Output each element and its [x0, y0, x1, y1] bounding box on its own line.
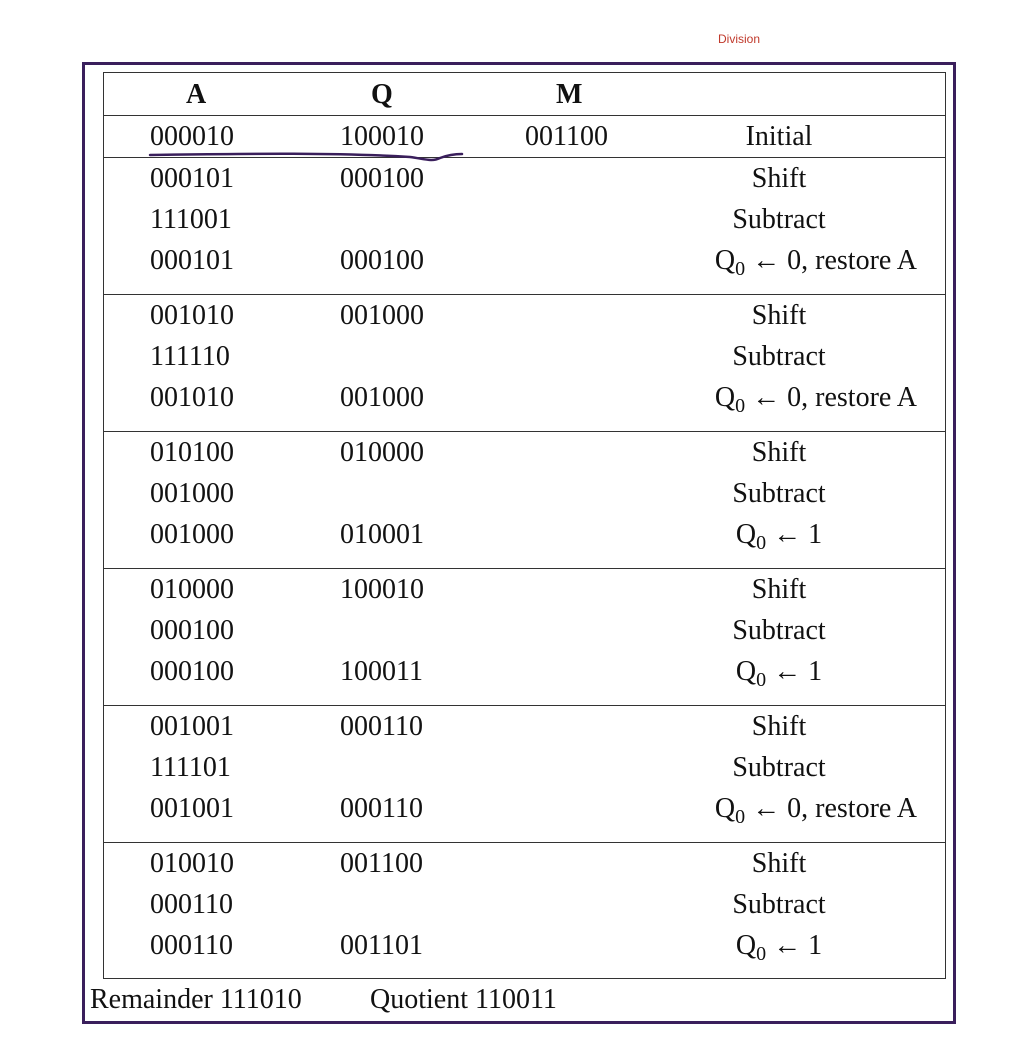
q-symbol: Q: [735, 519, 757, 550]
q-subscript: 0: [735, 258, 746, 280]
initial-a: 000010: [150, 121, 234, 152]
cell-description: Shift: [751, 848, 807, 879]
cell-a: 111001: [150, 204, 232, 235]
cell-a: 001000: [150, 519, 234, 550]
cell-description: Shift: [751, 711, 807, 742]
cell-q: 010001: [340, 519, 424, 550]
cell-a: 001001: [150, 711, 234, 742]
cell-a: 001010: [150, 382, 234, 413]
cell-a: 000100: [150, 656, 234, 687]
cell-description: Subtract: [732, 478, 826, 509]
cell-q: 100010: [340, 574, 424, 605]
q-symbol: Q: [735, 930, 757, 961]
cell-q: 001000: [340, 382, 424, 413]
cell-description: Shift: [751, 437, 807, 468]
header-q: Q: [371, 79, 393, 110]
cell-q: 001000: [340, 300, 424, 331]
cell-q: 000100: [340, 245, 424, 276]
cell-a: 010010: [150, 848, 234, 879]
q-subscript: 0: [756, 669, 767, 691]
cell-a: 001010: [150, 300, 234, 331]
cell-a: 010000: [150, 574, 234, 605]
cell-a: 001001: [150, 793, 234, 824]
action-text: ← 0, restore A: [745, 245, 917, 276]
q-subscript: 0: [735, 806, 746, 828]
action-text: ← 1: [766, 930, 823, 961]
page-label: Division: [718, 32, 761, 46]
header-a: A: [186, 79, 207, 110]
cell-q: 000110: [340, 711, 423, 742]
cell-description: Shift: [751, 574, 807, 605]
action-text: ← 1: [766, 656, 823, 687]
action-text: ← 0, restore A: [745, 382, 917, 413]
initial-q: 100010: [340, 121, 424, 152]
cell-description: Subtract: [732, 615, 826, 646]
cell-a: 000110: [150, 930, 233, 961]
cell-description: Subtract: [732, 752, 826, 783]
q-subscript: 0: [756, 943, 767, 965]
cell-description: Shift: [751, 300, 807, 331]
action-text: ← 1: [766, 519, 823, 550]
cell-q: 000110: [340, 793, 423, 824]
q-symbol: Q: [735, 656, 757, 687]
cell-a: 111101: [150, 752, 231, 783]
q-subscript: 0: [756, 532, 767, 554]
q-subscript: 0: [735, 395, 746, 417]
cell-q: 000100: [340, 163, 424, 194]
cell-a: 000101: [150, 163, 234, 194]
q-symbol: Q: [714, 245, 736, 276]
cell-q: 100011: [340, 656, 423, 687]
cell-description: Subtract: [732, 204, 826, 235]
action-text: ← 0, restore A: [745, 793, 917, 824]
cell-description: Shift: [751, 163, 807, 194]
cell-description: Subtract: [732, 341, 826, 372]
cell-a: 001000: [150, 478, 234, 509]
initial-desc: Initial: [745, 121, 813, 152]
cell-a: 010100: [150, 437, 234, 468]
q-symbol: Q: [714, 382, 736, 413]
initial-m: 001100: [525, 121, 608, 152]
cell-a: 000110: [150, 889, 233, 920]
cell-q: 001100: [340, 848, 423, 879]
q-symbol: Q: [714, 793, 736, 824]
remainder-text: Remainder 111010: [90, 984, 302, 1015]
header-m: M: [556, 79, 583, 110]
cell-a: 000100: [150, 615, 234, 646]
cell-a: 000101: [150, 245, 234, 276]
cell-a: 111110: [150, 341, 230, 372]
cell-description: Subtract: [732, 889, 826, 920]
cell-q: 010000: [340, 437, 424, 468]
quotient-text: Quotient 110011: [370, 984, 557, 1015]
cell-q: 001101: [340, 930, 423, 961]
